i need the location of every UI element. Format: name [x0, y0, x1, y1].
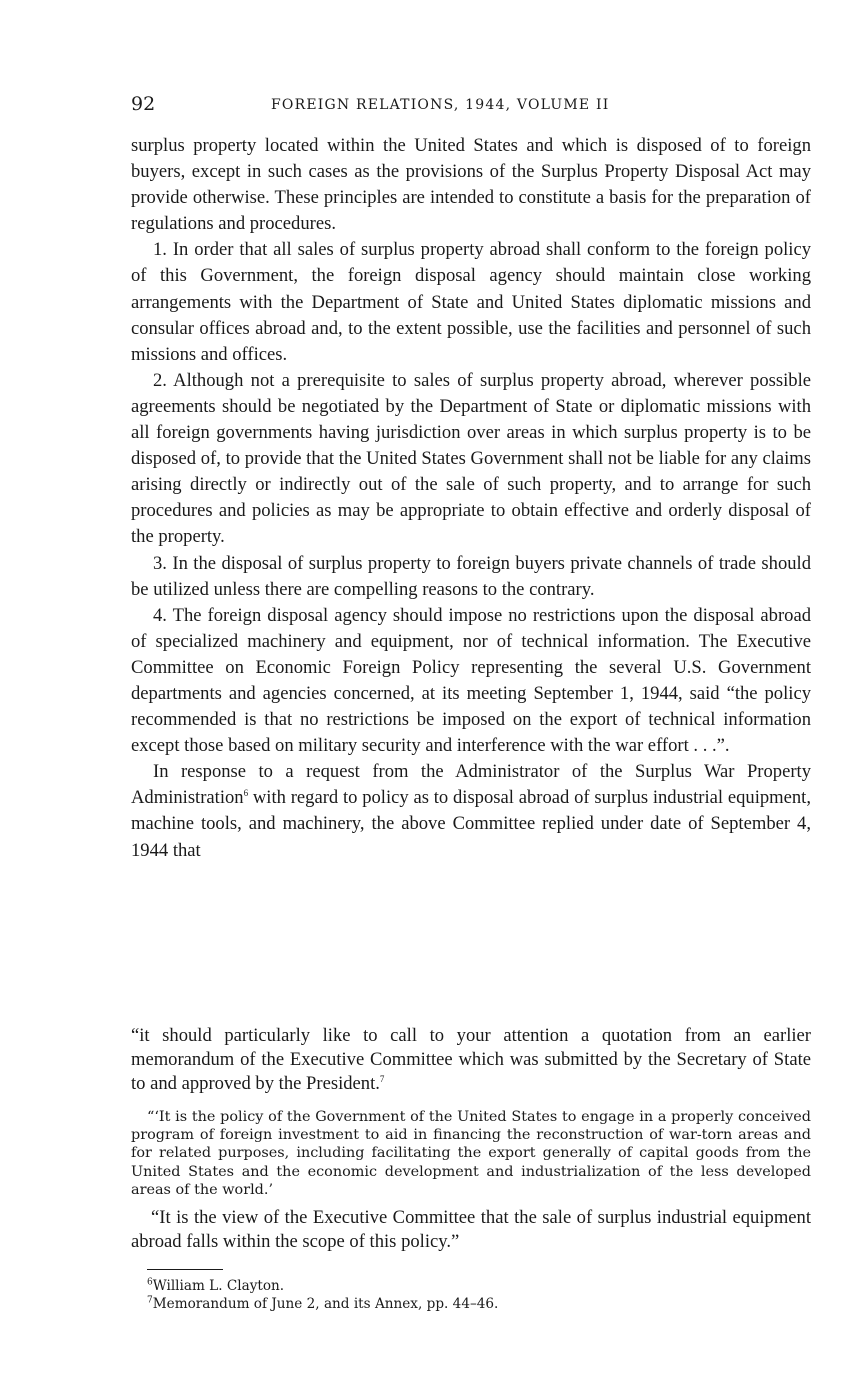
block-quote-conclusion: “It is the view of the Executive Committee that the sale of surplus industrial equipment abroad falls within the scope of this policy.” [131, 1207, 811, 1252]
page-number: 92 [131, 93, 156, 115]
paragraph-point-1: 1. In order that all sales of surplus property abroad shall conform to the foreign policy of this Government, the foreign disposal agency should maintain close working arrangements with the Department of State and United States diplomatic missions and consular offices abroad and, to the extent possible, use the facilities and personnel of such missions and offices. [131, 239, 811, 365]
paragraph-point-2: 2. Although not a prerequisite to sales of surplus property abroad, wherever possible agreements should be negotiated by the Department of State or diplomatic missions with all foreign governments having jurisdiction over areas in which surplus property is to be disposed of, to provide that the United States Government shall not be liable for any claims arising directly or indirectly out of the sale of such property, and to arrange for such procedures and policies as may be appropriate to obtain effective and orderly disposal of the property. [131, 369, 811, 548]
paragraph-point-3: 3. In the disposal of surplus property to foreign buyers private channels of trade should be utilized unless there are compelling reasons to the contrary. [131, 552, 811, 600]
footnote-ref-6[interactable]: 6 [243, 788, 249, 799]
footnote-ref-7[interactable]: 7 [379, 1073, 385, 1084]
footnote-text: Memorandum of June 2, and its Annex, pp. 44–46. [152, 1295, 499, 1312]
paragraph-continued: surplus property located within the United States and which is disposed of to foreign buyers, except in such cases as the provisions of the Surplus Property Disposal Act may provide otherwise. These principles are intended to constitute a basis for the preparation of regulations and procedures. [131, 135, 811, 235]
block-quote-committee-text: “it should particularly like to call to your attention a quotation from an earlier memorandum of the Executive Committee which was submitted by the Secretary of State to and approved by the President. [131, 1025, 811, 1094]
paragraph-response [131, 759, 811, 863]
footnote-mark: 6 [147, 1277, 153, 1288]
footnote-6 [147, 1278, 797, 1296]
body-text [131, 133, 811, 864]
running-title: FOREIGN RELATIONS, 1944, VOLUME II [271, 97, 610, 113]
paragraph-point-4: 4. The foreign disposal agency should impose no restrictions upon the disposal abroad of specialized machinery and equipment, nor of technical information. The Executive Committee on Economic Foreign Policy representing the several U.S. Government departments and agencies concerned, at its meeting September 1, 1944, said “the policy recommended is that no restrictions be imposed on the export of technical information except those based on military security and interference with the war effort . . .”. [131, 604, 811, 757]
page-header [131, 92, 811, 116]
paragraph-response-text-a: In response to a request from the Administrator of the Surplus War Property Administration [131, 761, 811, 809]
footnote-7 [147, 1296, 797, 1314]
nested-quote-policy: “‘It is the policy of the Government of the United States to engage in a properly conceived program of foreign investment to aid in financing the reconstruction of war-torn areas and for related purposes, including facilitating the export generally of capital goods from the United States and the economic development and industrialization of the less developed areas of the world.’ [131, 1109, 811, 1198]
paragraph-response-text-b: with regard to policy as to disposal abroad of surplus industrial equipment, machine tools, and machinery, the above Committee replied under date of September 4, 1944 that [131, 787, 811, 861]
footnotes [147, 1278, 797, 1313]
footnote-text: William L. Clayton. [152, 1278, 285, 1294]
footnote-mark: 7 [147, 1294, 153, 1305]
block-quote-committee [131, 1024, 811, 1096]
footnote-divider [147, 1269, 223, 1270]
